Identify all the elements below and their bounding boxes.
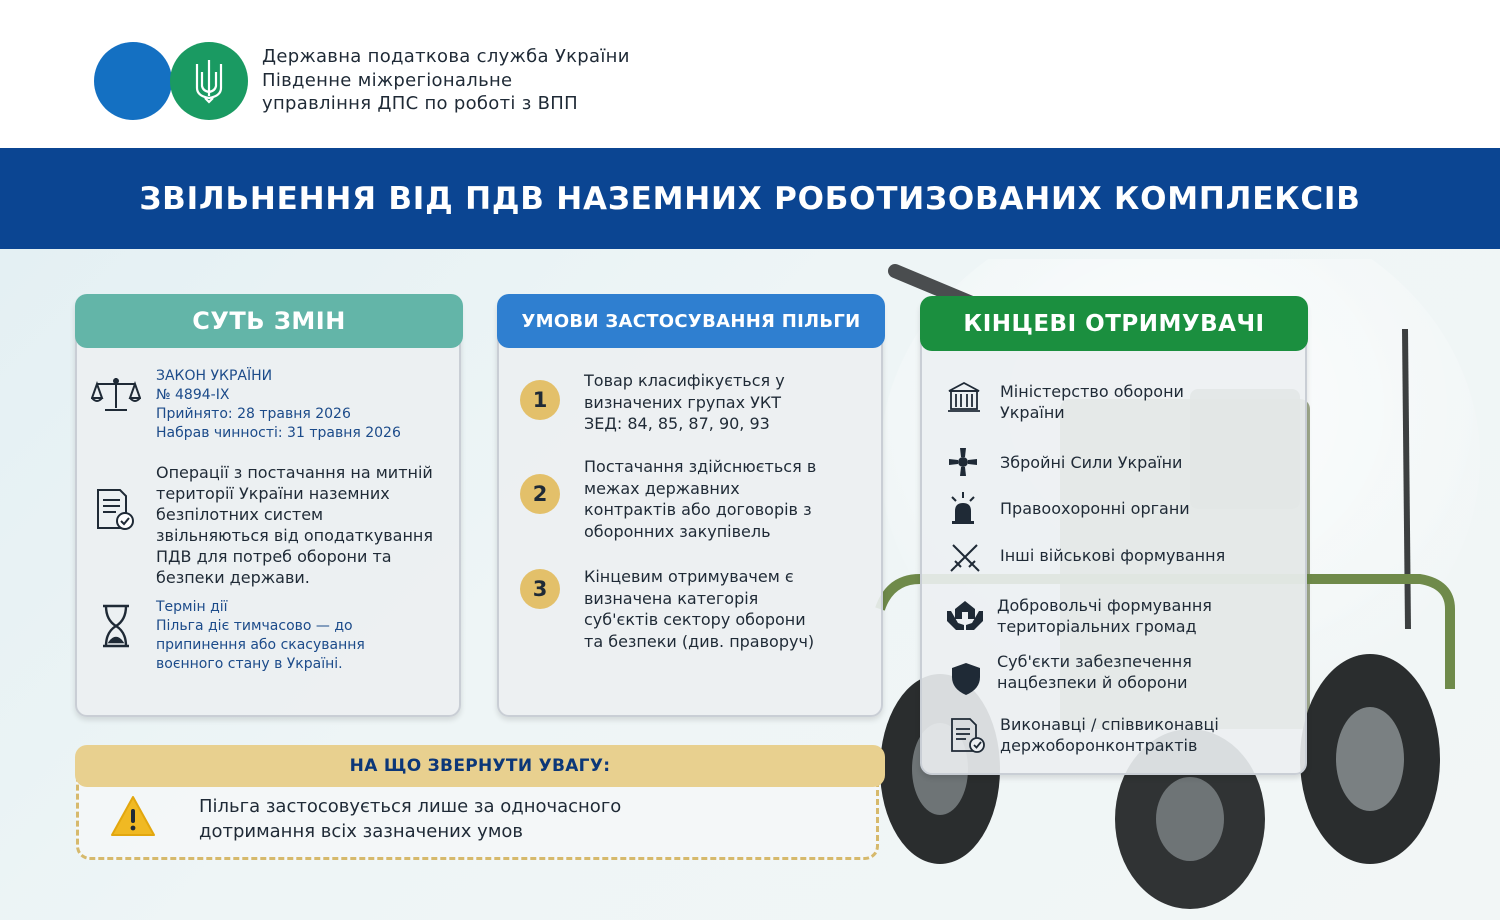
text-line: суб'єктів сектору оборони (584, 610, 806, 629)
logo-blue-circle (94, 42, 172, 120)
text-line: нацбезпеки й оборони (997, 673, 1188, 692)
condition-text (584, 370, 844, 435)
recipient-item (997, 595, 1257, 637)
text-line: Правоохоронні органи (1000, 499, 1190, 518)
contract-document-icon (950, 717, 986, 753)
text-line: Добровольчі формування (997, 596, 1212, 615)
recipient-item (997, 651, 1257, 693)
text-line: безпілотних систем (156, 505, 324, 524)
text-line: воєнного стану в Україні. (156, 656, 343, 672)
term-title: Термін дії (156, 599, 228, 615)
ministry-building-icon (947, 381, 981, 413)
law-number: № 4894-IX (156, 387, 230, 403)
text-line: Міністерство оборони (1000, 382, 1184, 401)
operations-text (156, 462, 446, 588)
recipients-card (920, 298, 1307, 775)
text-line: оборонних закупівель (584, 521, 771, 541)
text-line: контрактів або договорів з (584, 500, 812, 519)
hands-house-icon (946, 597, 984, 631)
recipient-item (1000, 498, 1260, 519)
text-line: та безпеки (див. праворуч) (584, 631, 815, 651)
text-line: Товар класифікується у (584, 371, 785, 390)
law-title: ЗАКОН УКРАЇНИ (156, 368, 273, 384)
recipient-item (1000, 714, 1260, 756)
attention-title: НА ЩО ЗВЕРНУТИ УВАГУ: (75, 745, 885, 787)
armed-forces-cross-icon (948, 447, 978, 477)
warning-icon (110, 795, 156, 837)
text-line: території України наземних (156, 484, 390, 503)
law-effective: Набрав чинності: 31 травня 2026 (156, 425, 401, 441)
organization-name (262, 45, 630, 116)
text-line: Інші військові формування (1000, 546, 1226, 565)
text-line: визначена категорія (584, 588, 759, 608)
document-check-icon (96, 488, 136, 532)
text-line: визначених групах УКТ (584, 392, 782, 412)
header (0, 0, 1500, 148)
step-number: 3 (520, 569, 560, 609)
recipient-item (1000, 545, 1260, 566)
text-line: України (1000, 403, 1065, 422)
text-line: Виконавці / співвиконавці (1000, 715, 1219, 734)
title-banner (0, 148, 1500, 249)
text-line: Суб'єкти забезпечення (997, 652, 1192, 671)
text-line: територіальних громад (997, 617, 1197, 636)
step-number: 2 (520, 474, 560, 514)
hourglass-icon (101, 604, 131, 648)
org-line: управління ДПС по роботі з ВПП (262, 93, 578, 114)
recipient-item (1000, 381, 1260, 423)
trident-icon (193, 58, 225, 104)
police-siren-icon (949, 491, 977, 525)
condition-text (584, 456, 844, 542)
step-number: 1 (520, 380, 560, 420)
text-line: Кінцевим отримувачем є (584, 567, 794, 586)
page-title: ЗВІЛЬНЕННЯ ВІД ПДВ НАЗЕМНИХ РОБОТИЗОВАНИХ КОМПЛЕКСІВ (139, 180, 1361, 217)
text-line: Постачання здійснюється в (584, 457, 817, 476)
text-line: ЗЕД: 84, 85, 87, 90, 93 (584, 414, 770, 433)
text-line: дотримання всіх зазначених умов (199, 821, 524, 842)
text-line: Збройні Сили України (1000, 453, 1183, 472)
text-line: Пільга діє тимчасово — до (156, 618, 353, 634)
text-line: Пільга застосовується лише за одночасного (199, 796, 622, 817)
essence-card-title: СУТЬ ЗМІН (75, 294, 463, 348)
text-line: припинення або скасування (156, 637, 365, 653)
crossed-swords-icon (949, 541, 981, 573)
text-line: держоборонконтрактів (1000, 736, 1198, 755)
conditions-card-title: УМОВИ ЗАСТОСУВАННЯ ПІЛЬГИ (497, 294, 885, 348)
scales-icon (91, 376, 141, 414)
law-info (156, 367, 401, 443)
text-line: Операції з постачання на митній (156, 463, 433, 482)
attention-text (199, 794, 621, 844)
org-line: Державна податкова служба України (262, 46, 630, 67)
text-line: ПДВ для потреб оборони та (156, 547, 392, 566)
law-adopted: Прийнято: 28 травня 2026 (156, 406, 351, 422)
text-line: безпеки держави. (156, 568, 310, 587)
org-line: Південне міжрегіональне (262, 69, 513, 91)
text-line: межах державних (584, 478, 740, 498)
recipients-card-title: КІНЦЕВІ ОТРИМУВАЧІ (920, 296, 1308, 351)
shield-icon (951, 662, 981, 696)
logo-green-circle (170, 42, 248, 120)
condition-text (584, 566, 844, 652)
term-info (156, 598, 446, 674)
text-line: звільняються від оподаткування (156, 526, 434, 545)
recipient-item (1000, 452, 1260, 473)
